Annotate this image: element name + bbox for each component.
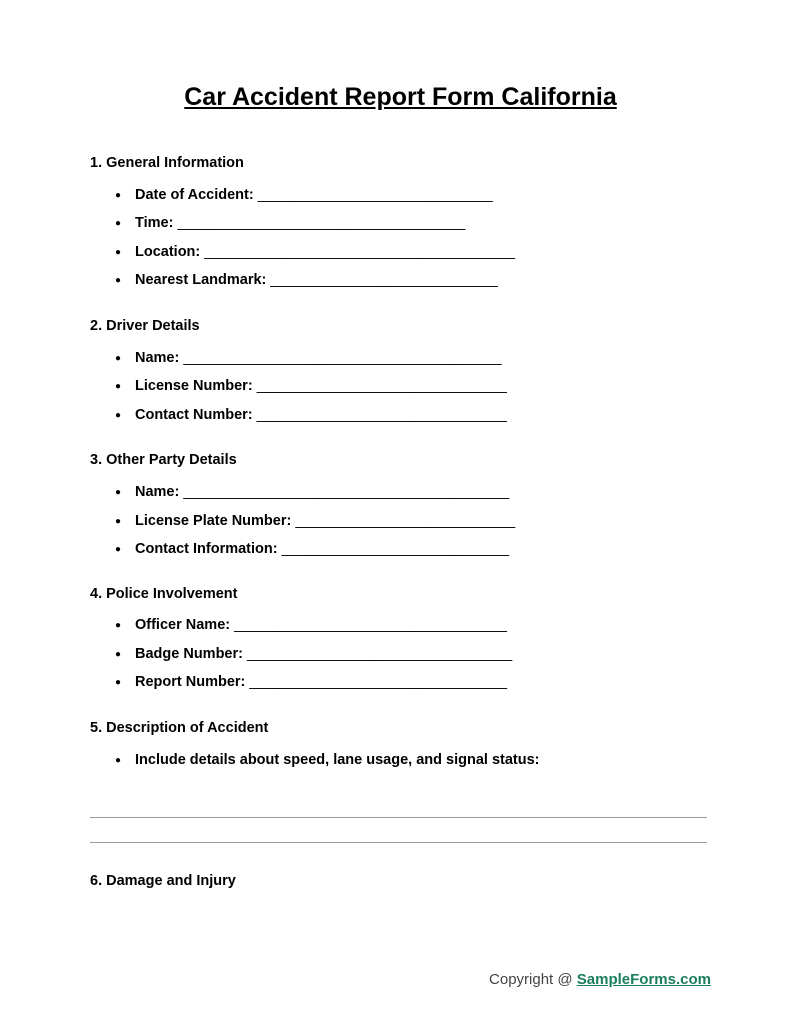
- section-general-information: [90, 112, 711, 288]
- field-label: Include details about speed, lane usage, and signal status:: [135, 751, 540, 768]
- copyright-text: Copyright @: [489, 971, 573, 988]
- fill-in-blank[interactable]: ___________________________________________: [183, 484, 509, 501]
- fill-in-blank[interactable]: ___________________________________: [247, 645, 512, 662]
- write-in-area[interactable]: [90, 767, 711, 843]
- page-title: Car Accident Report Form California: [184, 83, 617, 111]
- field-label: Report Number:: [135, 674, 246, 691]
- fill-in-blank[interactable]: _______________________________: [257, 186, 493, 203]
- section-heading: 3. Other Party Details: [90, 452, 237, 469]
- section-heading: 5. Description of Accident: [90, 719, 269, 736]
- list-item: [90, 542, 711, 557]
- field-label: Name:: [135, 349, 180, 366]
- write-in-line[interactable]: [90, 793, 707, 818]
- section-driver-details: [90, 288, 711, 422]
- field-list: [90, 738, 711, 768]
- list-item: [90, 273, 711, 288]
- field-list: [90, 173, 711, 288]
- fill-in-blank[interactable]: __________________________________________: [183, 349, 502, 366]
- fill-in-blank[interactable]: _________________________________: [256, 406, 507, 423]
- field-label: License Plate Number:: [135, 512, 292, 529]
- list-item: [90, 753, 711, 768]
- section-heading: 6. Damage and Injury: [90, 873, 236, 890]
- field-label: Time:: [135, 215, 174, 232]
- list-item: [90, 485, 711, 500]
- field-label: Contact Number:: [135, 406, 253, 423]
- list-item: [90, 379, 711, 394]
- field-label: Officer Name:: [135, 617, 231, 634]
- list-item: [90, 647, 711, 662]
- list-item: [90, 245, 711, 260]
- field-list: [90, 470, 711, 557]
- list-item: [90, 618, 711, 633]
- list-item: [90, 188, 711, 203]
- fill-in-blank[interactable]: _________________________________: [256, 378, 507, 395]
- fill-in-blank[interactable]: ______________________________: [270, 272, 498, 289]
- list-item: [90, 675, 711, 690]
- field-label: Name:: [135, 484, 180, 501]
- section-heading: 2. Driver Details: [90, 317, 200, 334]
- field-label: License Number:: [135, 378, 253, 395]
- section-damage-and-injury: [90, 843, 711, 891]
- list-item: [90, 216, 711, 231]
- list-item: [90, 351, 711, 366]
- fill-in-blank[interactable]: ____________________________________: [234, 617, 507, 634]
- fill-in-blank[interactable]: __________________________________: [249, 674, 507, 691]
- section-other-party-details: [90, 422, 711, 556]
- fill-in-blank[interactable]: ______________________________________: [177, 215, 465, 232]
- field-label: Badge Number:: [135, 645, 243, 662]
- section-police-involvement: [90, 557, 711, 690]
- section-heading: 1. General Information: [90, 155, 244, 171]
- list-item: [90, 514, 711, 529]
- section-heading: 4. Police Involvement: [90, 585, 238, 602]
- fill-in-blank[interactable]: _____________________________: [295, 512, 515, 529]
- fill-in-blank[interactable]: ______________________________: [281, 541, 509, 558]
- field-list: [90, 336, 711, 423]
- field-label: Contact Information:: [135, 541, 278, 558]
- footer-copyright: [489, 971, 711, 988]
- field-label: Date of Accident:: [135, 186, 254, 203]
- brand-link[interactable]: SampleForms.com: [576, 971, 711, 988]
- write-in-line[interactable]: [90, 818, 707, 843]
- fill-in-blank[interactable]: _________________________________________: [204, 243, 515, 260]
- list-item: [90, 408, 711, 423]
- field-label: Location:: [135, 243, 201, 260]
- field-list: [90, 603, 711, 690]
- section-description-of-accident: [90, 690, 711, 843]
- field-label: Nearest Landmark:: [135, 272, 267, 289]
